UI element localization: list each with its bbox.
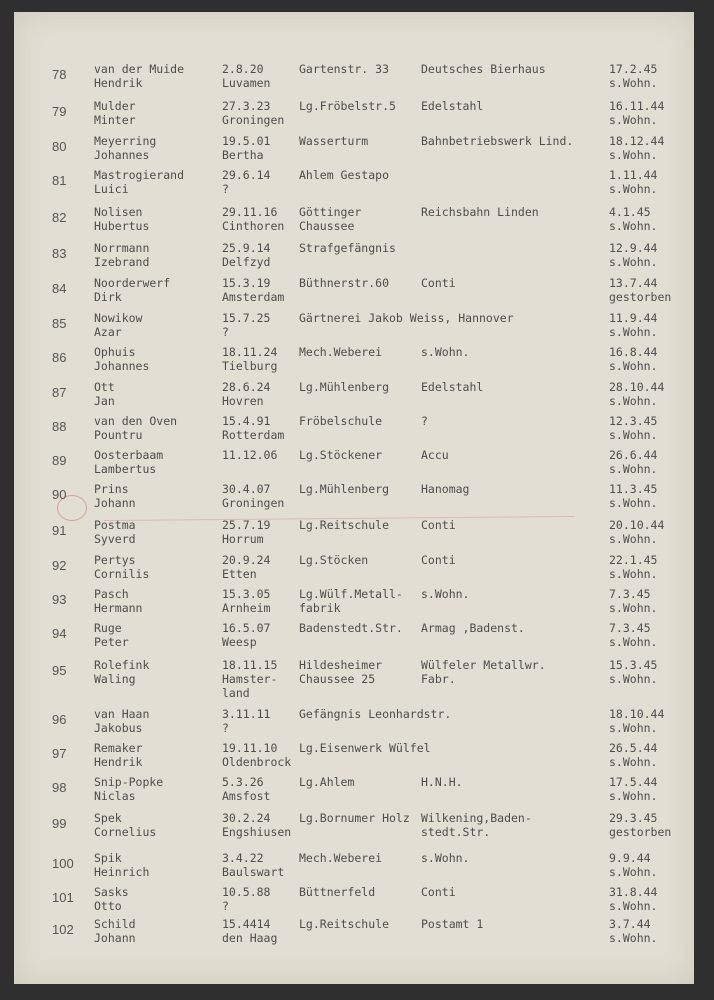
- row-no: 93: [52, 592, 67, 607]
- row-workplace: Conti: [421, 276, 456, 290]
- row-workplace: Edelstahl: [421, 380, 484, 394]
- row-no: 89: [52, 453, 67, 468]
- row-address: Lg.Stöckener: [299, 448, 383, 462]
- row-note: s.Wohn.: [609, 359, 658, 373]
- row-birthplace: Weesp: [222, 635, 257, 649]
- register-row: [14, 276, 694, 310]
- row-note: s.Wohn.: [609, 899, 658, 913]
- register-row: [14, 62, 694, 96]
- row-birthplace: Bertha: [222, 148, 264, 162]
- row-note-date: 12.3.45: [609, 414, 658, 428]
- row-no: 96: [52, 712, 67, 727]
- row-birthplace: Hovren: [222, 394, 264, 408]
- row-date: 15.4414: [222, 917, 271, 931]
- row-workplace: H.N.H.: [421, 775, 463, 789]
- row-surname: Mastrogierand: [94, 168, 185, 182]
- row-workplace: s.Wohn.: [421, 345, 470, 359]
- row-birthplace: Delfzyd: [222, 255, 271, 269]
- document-page: [14, 12, 694, 984]
- row-surname: Noorderwerf: [94, 276, 171, 290]
- row-surname: Ophuis: [94, 345, 136, 359]
- row-note: s.Wohn.: [609, 394, 658, 408]
- row-note-date: 7.3.45: [609, 587, 651, 601]
- row-firstname: Lambertus: [94, 462, 157, 476]
- row-note: s.Wohn.: [609, 148, 658, 162]
- row-surname: Sasks: [94, 885, 129, 899]
- row-workplace2: stedt.Str.: [421, 825, 491, 839]
- row-firstname: Johannes: [94, 148, 150, 162]
- row-date: 15.7.25: [222, 311, 271, 325]
- row-surname: Mulder: [94, 99, 136, 113]
- register-row: [14, 99, 694, 133]
- row-address: Mech.Weberei: [299, 851, 383, 865]
- row-address: Wasserturm: [299, 134, 369, 148]
- row-note: s.Wohn.: [609, 428, 658, 442]
- row-note: s.Wohn.: [609, 325, 658, 339]
- row-firstname: Hubertus: [94, 219, 150, 233]
- row-date: 30.2.24: [222, 811, 271, 825]
- row-note: s.Wohn.: [609, 255, 658, 269]
- row-birthplace: Hamster-: [222, 672, 278, 686]
- row-address: Lg.Eisenwerk Wülfel: [299, 741, 431, 755]
- row-surname: Schild: [94, 917, 136, 931]
- register-row: [14, 168, 694, 202]
- row-surname: Norrmann: [94, 241, 150, 255]
- row-workplace: Conti: [421, 885, 456, 899]
- row-birthplace: den Haag: [222, 931, 278, 945]
- row-firstname: Johann: [94, 496, 136, 510]
- row-note: s.Wohn.: [609, 462, 658, 476]
- row-no: 84: [52, 281, 67, 296]
- row-workplace: Wülfeler Metallwr.: [421, 658, 546, 672]
- row-no: 87: [52, 385, 67, 400]
- row-date: 19.5.01: [222, 134, 271, 148]
- row-date: 19.11.10: [222, 741, 278, 755]
- row-note-date: 29.3.45: [609, 811, 658, 825]
- row-note-date: 22.1.45: [609, 553, 658, 567]
- row-birthplace: Tielburg: [222, 359, 278, 373]
- row-date: 18.11.24: [222, 345, 278, 359]
- row-address2: fabrik: [299, 601, 341, 615]
- register-row: [14, 587, 694, 621]
- row-note-date: 12.9.44: [609, 241, 658, 255]
- row-date: 11.12.06: [222, 448, 278, 462]
- register-row: [14, 241, 694, 275]
- row-date: 27.3.23: [222, 99, 271, 113]
- row-note: s.Wohn.: [609, 931, 658, 945]
- row-address: Gärtnerei Jakob Weiss, Hannover: [299, 311, 514, 325]
- row-date: 20.9.24: [222, 553, 271, 567]
- row-firstname: Hendrik: [94, 755, 143, 769]
- row-note-date: 7.3.45: [609, 621, 651, 635]
- row-birthplace: Cinthoren: [222, 219, 285, 233]
- row-address: Lg.Mühlenberg: [299, 380, 390, 394]
- row-address: Mech.Weberei: [299, 345, 383, 359]
- row-surname: Ruge: [94, 621, 122, 635]
- row-note-date: 17.5.44: [609, 775, 658, 789]
- row-firstname: Azar: [94, 325, 122, 339]
- row-firstname: Johannes: [94, 359, 150, 373]
- row-note: gestorben: [609, 825, 672, 839]
- row-note-date: 9.9.44: [609, 851, 651, 865]
- row-workplace: s.Wohn.: [421, 851, 470, 865]
- row-birthplace: Luvamen: [222, 76, 271, 90]
- row-firstname: Niclas: [94, 789, 136, 803]
- row-surname: Postma: [94, 518, 136, 532]
- row-surname: van den Oven: [94, 414, 178, 428]
- row-date: 29.11.16: [222, 205, 278, 219]
- row-birthplace: Amsfost: [222, 789, 271, 803]
- row-no: 78: [52, 67, 67, 82]
- row-birthplace: Groningen: [222, 496, 285, 510]
- row-no: 83: [52, 246, 67, 261]
- row-note: s.Wohn.: [609, 721, 658, 735]
- row-note-date: 18.12.44: [609, 134, 665, 148]
- row-workplace: Conti: [421, 518, 456, 532]
- row-date: 5.3.26: [222, 775, 264, 789]
- row-birthplace: Engshiusen: [222, 825, 292, 839]
- row-note-date: 28.10.44: [609, 380, 665, 394]
- row-note: s.Wohn.: [609, 113, 658, 127]
- row-address: Lg.Reitschule: [299, 518, 390, 532]
- row-note: s.Wohn.: [609, 76, 658, 90]
- row-no: 85: [52, 316, 67, 331]
- row-no: 95: [52, 663, 67, 678]
- row-firstname: Jan: [94, 394, 115, 408]
- row-address: Ahlem Gestapo: [299, 168, 390, 182]
- row-birthplace-cont: land: [222, 686, 250, 700]
- row-address: Fröbelschule: [299, 414, 383, 428]
- row-date: 10.5.88: [222, 885, 271, 899]
- row-date: 16.5.07: [222, 621, 271, 635]
- row-firstname: Izebrand: [94, 255, 150, 269]
- row-surname: van Haan: [94, 707, 150, 721]
- row-note-date: 15.3.45: [609, 658, 658, 672]
- row-note-date: 4.1.45: [609, 205, 651, 219]
- row-surname: Rolefink: [94, 658, 150, 672]
- row-firstname: Heinrich: [94, 865, 150, 879]
- row-no: 82: [52, 210, 67, 225]
- row-date: 15.3.19: [222, 276, 271, 290]
- row-firstname: Hermann: [94, 601, 143, 615]
- register-row: [14, 775, 694, 809]
- row-address: Strafgefängnis: [299, 241, 396, 255]
- row-note: s.Wohn.: [609, 672, 658, 686]
- row-surname: Ott: [94, 380, 115, 394]
- row-date: 15.4.91: [222, 414, 271, 428]
- row-firstname: Jakobus: [94, 721, 143, 735]
- register-row: [14, 134, 694, 168]
- row-workplace: Armag ,Badenst.: [421, 621, 525, 635]
- row-note: s.Wohn.: [609, 219, 658, 233]
- row-no: 86: [52, 350, 67, 365]
- row-firstname: Luici: [94, 182, 129, 196]
- row-address: Lg.Stöcken: [299, 553, 369, 567]
- row-date: 15.3.05: [222, 587, 271, 601]
- row-no: 88: [52, 419, 67, 434]
- row-note: s.Wohn.: [609, 789, 658, 803]
- row-note: s.Wohn.: [609, 635, 658, 649]
- register-row: [14, 851, 694, 885]
- row-note-date: 26.5.44: [609, 741, 658, 755]
- register-row: [14, 448, 694, 482]
- row-workplace: Hanomag: [421, 482, 470, 496]
- row-note: s.Wohn.: [609, 496, 658, 510]
- row-date: 25.9.14: [222, 241, 271, 255]
- row-address: Lg.Mühlenberg: [299, 482, 390, 496]
- register-row: [14, 917, 694, 951]
- row-note-date: 11.3.45: [609, 482, 658, 496]
- row-birthplace: Baulswart: [222, 865, 285, 879]
- row-firstname: Hendrik: [94, 76, 143, 90]
- row-address: Hildesheimer: [299, 658, 383, 672]
- row-birthplace: Oldenbrock: [222, 755, 292, 769]
- row-birthplace: ?: [222, 325, 229, 339]
- row-note-date: 16.8.44: [609, 345, 658, 359]
- row-note: s.Wohn.: [609, 532, 658, 546]
- row-workplace: Wilkening,Baden-: [421, 811, 532, 825]
- row-firstname: Waling: [94, 672, 136, 686]
- row-address: Lg.Reitschule: [299, 917, 390, 931]
- register-row: [14, 658, 694, 700]
- row-surname: Snip-Popke: [94, 775, 164, 789]
- register-row: [14, 741, 694, 775]
- row-workplace: Edelstahl: [421, 99, 484, 113]
- row-workplace: Conti: [421, 553, 456, 567]
- row-date: 3.4.22: [222, 851, 264, 865]
- row-birthplace: Rotterdam: [222, 428, 285, 442]
- row-note-date: 20.10.44: [609, 518, 665, 532]
- row-date: 18.11.15: [222, 658, 278, 672]
- row-birthplace: ?: [222, 721, 229, 735]
- row-firstname: Johann: [94, 931, 136, 945]
- row-note-date: 13.7.44: [609, 276, 658, 290]
- register-row: [14, 311, 694, 345]
- row-date: 28.6.24: [222, 380, 271, 394]
- row-note: s.Wohn.: [609, 755, 658, 769]
- row-address: Büttnerfeld: [299, 885, 376, 899]
- row-workplace: Postamt 1: [421, 917, 484, 931]
- register-row: [14, 205, 694, 239]
- row-address: Lg.Bornumer Holz: [299, 811, 410, 825]
- row-birthplace: Groningen: [222, 113, 285, 127]
- register-row: [14, 553, 694, 587]
- row-birthplace: Arnheim: [222, 601, 271, 615]
- register-row: [14, 811, 694, 845]
- row-surname: Prins: [94, 482, 129, 496]
- row-surname: Pertys: [94, 553, 136, 567]
- row-workplace: Bahnbetriebswerk Lind.: [421, 134, 574, 148]
- row-no: 98: [52, 780, 67, 795]
- row-firstname: Syverd: [94, 532, 136, 546]
- row-note: s.Wohn.: [609, 182, 658, 196]
- row-firstname: Cornilis: [94, 567, 150, 581]
- register-row: [14, 621, 694, 655]
- row-workplace2: Fabr.: [421, 672, 456, 686]
- row-workplace: s.Wohn.: [421, 587, 470, 601]
- row-surname: Spek: [94, 811, 122, 825]
- row-note: gestorben: [609, 290, 672, 304]
- row-surname: Nolisen: [94, 205, 143, 219]
- row-birthplace: ?: [222, 899, 229, 913]
- row-birthplace: ?: [222, 182, 229, 196]
- row-no: 81: [52, 173, 67, 188]
- row-workplace: ?: [421, 414, 428, 428]
- row-note-date: 11.9.44: [609, 311, 658, 325]
- row-no: 94: [52, 626, 67, 641]
- row-no: 102: [52, 922, 74, 937]
- row-note-date: 18.10.44: [609, 707, 665, 721]
- row-no: 99: [52, 816, 67, 831]
- row-firstname: Peter: [94, 635, 129, 649]
- row-date: 25.7.19: [222, 518, 271, 532]
- row-date: 3.11.11: [222, 707, 271, 721]
- row-surname: Spik: [94, 851, 122, 865]
- row-note-date: 1.11.44: [609, 168, 658, 182]
- row-date: 30.4.07: [222, 482, 271, 496]
- register-row: [14, 518, 694, 552]
- row-address: Büthnerstr.60: [299, 276, 390, 290]
- row-surname: Nowikow: [94, 311, 143, 325]
- row-firstname: Otto: [94, 899, 122, 913]
- row-note: s.Wohn.: [609, 567, 658, 581]
- row-note-date: 17.2.45: [609, 62, 658, 76]
- row-workplace: Reichsbahn Linden: [421, 205, 539, 219]
- row-address: Lg.Ahlem: [299, 775, 355, 789]
- row-workplace: Accu: [421, 448, 449, 462]
- row-surname: Remaker: [94, 741, 143, 755]
- row-birthplace: Horrum: [222, 532, 264, 546]
- row-no: 80: [52, 139, 67, 154]
- row-note-date: 31.8.44: [609, 885, 658, 899]
- row-birthplace: Amsterdam: [222, 290, 285, 304]
- row-no: 91: [52, 523, 67, 538]
- row-address: Gefängnis Leonhardstr.: [299, 707, 452, 721]
- row-address: Badenstedt.Str.: [299, 621, 403, 635]
- row-note: s.Wohn.: [609, 865, 658, 879]
- register-row: [14, 414, 694, 448]
- row-firstname: Pountru: [94, 428, 143, 442]
- row-surname: Pasch: [94, 587, 129, 601]
- row-address: Lg.Wülf.Metall-: [299, 587, 403, 601]
- register-row: [14, 482, 694, 516]
- row-note-date: 26.6.44: [609, 448, 658, 462]
- row-surname: Meyerring: [94, 134, 157, 148]
- row-firstname: Cornelius: [94, 825, 157, 839]
- register-row: [14, 885, 694, 919]
- row-no: 101: [52, 890, 74, 905]
- register-row: [14, 707, 694, 741]
- row-no: 90: [52, 487, 67, 502]
- row-surname: Oosterbaam: [94, 448, 164, 462]
- row-workplace: Deutsches Bierhaus: [421, 62, 546, 76]
- row-address2: Chaussee: [299, 219, 355, 233]
- row-firstname: Dirk: [94, 290, 122, 304]
- register-row: [14, 345, 694, 379]
- row-firstname: Minter: [94, 113, 136, 127]
- row-address2: Chaussee 25: [299, 672, 376, 686]
- row-birthplace: Etten: [222, 567, 257, 581]
- row-address: Göttinger: [299, 205, 362, 219]
- row-no: 100: [52, 856, 74, 871]
- row-no: 79: [52, 104, 67, 119]
- row-note-date: 16.11.44: [609, 99, 665, 113]
- row-note: s.Wohn.: [609, 601, 658, 615]
- row-no: 92: [52, 558, 67, 573]
- row-date: 2.8.20: [222, 62, 264, 76]
- row-address: Gartenstr. 33: [299, 62, 390, 76]
- row-note-date: 3.7.44: [609, 917, 651, 931]
- row-surname: van der Muide: [94, 62, 185, 76]
- row-date: 29.6.14: [222, 168, 271, 182]
- row-no: 97: [52, 746, 67, 761]
- row-address: Lg.Fröbelstr.5: [299, 99, 396, 113]
- register-row: [14, 380, 694, 414]
